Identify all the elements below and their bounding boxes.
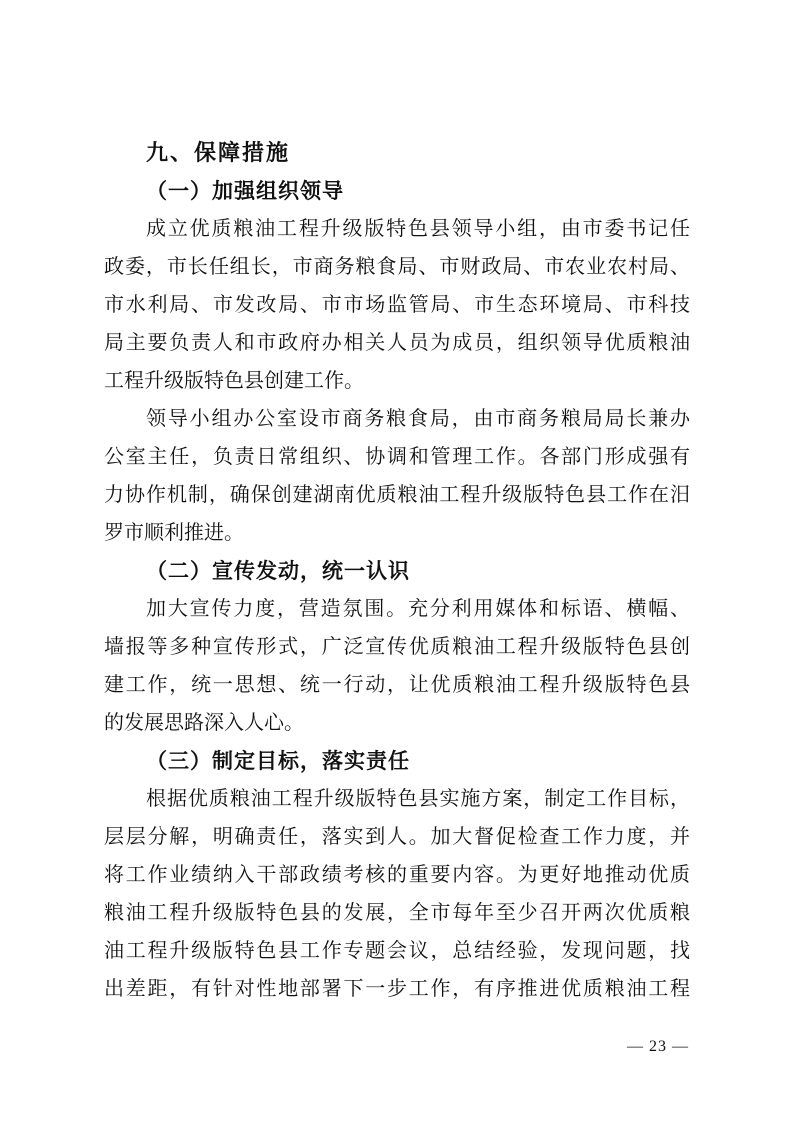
body-line: 市水利局、市发改局、市市场监管局、市生态环境局、市科技 [104, 294, 690, 316]
body-line: 的发展思路深入人心。 [104, 712, 304, 734]
body-line: 力协作机制，确保创建湖南优质粮油工程升级版特色县工作在汨 [104, 484, 690, 506]
body-line: 政委，市长任组长，市商务粮食局、市财政局、市农业农村局、 [104, 256, 690, 278]
subsection-heading: （二）宣传发动，统一认识 [146, 559, 410, 583]
subsection-heading: （三）制定目标，落实责任 [146, 749, 410, 773]
body-line: 成立优质粮油工程升级版特色县领导小组，由市委书记任 [146, 218, 690, 240]
body-line: 墙报等多种宣传形式，广泛宣传优质粮油工程升级版特色县创 [104, 636, 690, 658]
body-line: 层层分解，明确责任，落实到人。加大督促检查工作力度，并 [104, 826, 690, 848]
body-line: 出差距，有针对性地部署下一步工作，有序推进优质粮油工程 [104, 978, 690, 1000]
body-line: 加大宣传力度，营造氛围。充分利用媒体和标语、横幅、 [146, 598, 690, 620]
subsection-heading: （一）加强组织领导 [146, 179, 344, 203]
body-line: 领导小组办公室设市商务粮食局，由市商务粮局局长兼办 [146, 408, 690, 430]
body-line: 局主要负责人和市政府办相关人员为成员，组织领导优质粮油 [104, 332, 690, 354]
body-line: 根据优质粮油工程升级版特色县实施方案，制定工作目标， [146, 788, 690, 810]
body-line: 罗市顺利推进。 [104, 522, 244, 544]
body-line: 公室主任，负责日常组织、协调和管理工作。各部门形成强有 [104, 446, 690, 468]
section-heading: 九、保障措施 [146, 140, 291, 165]
body-line: 将工作业绩纳入干部政绩考核的重要内容。为更好地推动优质 [104, 864, 690, 886]
body-line: 工程升级版特色县创建工作。 [104, 370, 364, 392]
page-number: — 23 — [627, 1038, 689, 1055]
body-line: 油工程升级版特色县工作专题会议，总结经验，发现问题，找 [104, 940, 690, 962]
body-line: 粮油工程升级版特色县的发展，全市每年至少召开两次优质粮 [104, 902, 690, 924]
body-line: 建工作，统一思想、统一行动，让优质粮油工程升级版特色县 [104, 674, 690, 696]
document-body [104, 134, 690, 1008]
